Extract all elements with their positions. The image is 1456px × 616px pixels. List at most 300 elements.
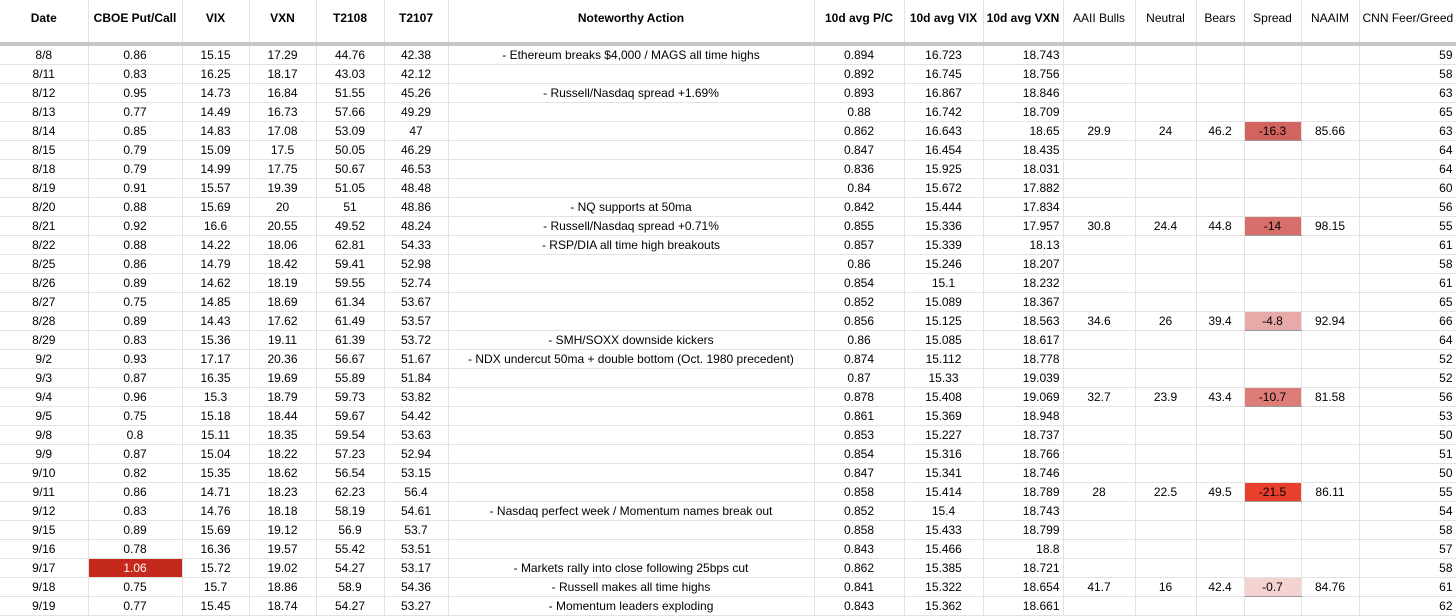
cell-vix[interactable]: 14.85 [182,293,249,312]
cell-date[interactable]: 9/4 [0,388,88,407]
cell-date[interactable]: 8/26 [0,274,88,293]
cell-vix[interactable]: 14.22 [182,236,249,255]
cell-10d-avg-vxn[interactable]: 17.834 [983,198,1063,217]
cell-vxn[interactable]: 18.06 [249,236,316,255]
cell-neutral[interactable] [1135,274,1196,293]
cell-noteworthy-action[interactable] [448,179,814,198]
cell-10d-avg-pc[interactable]: 0.847 [814,141,904,160]
cell-date[interactable]: 9/10 [0,464,88,483]
col-header-bears[interactable]: Bears [1196,0,1244,44]
cell-spread[interactable]: -16.3 [1244,122,1301,141]
cell-10d-avg-vxn[interactable]: 18.661 [983,597,1063,616]
cell-t2108[interactable]: 56.54 [316,464,384,483]
cell-noteworthy-action[interactable]: - Momentum leaders exploding [448,597,814,616]
cell-10d-avg-vxn[interactable]: 18.778 [983,350,1063,369]
cell-naaim[interactable]: 86.11 [1301,483,1359,502]
cell-t2107[interactable]: 53.17 [384,559,448,578]
cell-put-call[interactable]: 0.86 [88,483,182,502]
cell-10d-avg-vxn[interactable]: 18.846 [983,84,1063,103]
cell-put-call[interactable]: 1.06 [88,559,182,578]
cell-spread[interactable] [1244,331,1301,350]
col-header-10d-avg-vix[interactable]: 10d avg VIX [904,0,983,44]
cell-vxn[interactable]: 20.55 [249,217,316,236]
cell-put-call[interactable]: 0.89 [88,312,182,331]
cell-vxn[interactable]: 18.23 [249,483,316,502]
cell-neutral[interactable] [1135,179,1196,198]
cell-naaim[interactable] [1301,521,1359,540]
cell-neutral[interactable] [1135,236,1196,255]
cell-noteworthy-action[interactable] [448,445,814,464]
cell-spread[interactable] [1244,521,1301,540]
cell-10d-avg-vxn[interactable]: 18.617 [983,331,1063,350]
cell-10d-avg-pc[interactable]: 0.856 [814,312,904,331]
cell-t2107[interactable]: 53.51 [384,540,448,559]
cell-bears[interactable] [1196,103,1244,122]
cell-neutral[interactable] [1135,44,1196,65]
cell-vix[interactable]: 15.15 [182,44,249,65]
cell-put-call[interactable]: 0.75 [88,407,182,426]
cell-date[interactable]: 8/29 [0,331,88,350]
cell-naaim[interactable]: 81.58 [1301,388,1359,407]
cell-date[interactable]: 9/2 [0,350,88,369]
col-header-date[interactable]: Date [0,0,88,44]
cell-bears[interactable] [1196,350,1244,369]
cell-aaii-bulls[interactable] [1063,426,1135,445]
cell-vix[interactable]: 15.7 [182,578,249,597]
cell-aaii-bulls[interactable] [1063,255,1135,274]
cell-put-call[interactable]: 0.77 [88,597,182,616]
col-header-t2107[interactable]: T2107 [384,0,448,44]
cell-vxn[interactable]: 18.74 [249,597,316,616]
cell-aaii-bulls[interactable] [1063,369,1135,388]
cell-t2107[interactable]: 53.67 [384,293,448,312]
cell-noteworthy-action[interactable] [448,141,814,160]
cell-noteworthy-action[interactable]: - Nasdaq perfect week / Momentum names break out [448,502,814,521]
cell-put-call[interactable]: 0.86 [88,255,182,274]
cell-spread[interactable] [1244,445,1301,464]
cell-put-call[interactable]: 0.88 [88,236,182,255]
cell-10d-avg-vxn[interactable]: 18.654 [983,578,1063,597]
cell-noteworthy-action[interactable]: - SMH/SOXX downside kickers [448,331,814,350]
cell-t2108[interactable]: 61.39 [316,331,384,350]
cell-vxn[interactable]: 18.79 [249,388,316,407]
cell-cnn-fear-greed[interactable]: 64 [1359,141,1456,160]
cell-vix[interactable]: 14.43 [182,312,249,331]
cell-aaii-bulls[interactable] [1063,141,1135,160]
cell-10d-avg-vix[interactable]: 16.723 [904,44,983,65]
cell-10d-avg-pc[interactable]: 0.86 [814,331,904,350]
cell-t2108[interactable]: 61.49 [316,312,384,331]
cell-neutral[interactable] [1135,103,1196,122]
cell-put-call[interactable]: 0.96 [88,388,182,407]
cell-bears[interactable] [1196,84,1244,103]
cell-vix[interactable]: 15.3 [182,388,249,407]
cell-date[interactable]: 9/17 [0,559,88,578]
cell-t2108[interactable]: 49.52 [316,217,384,236]
cell-aaii-bulls[interactable] [1063,540,1135,559]
cell-naaim[interactable] [1301,540,1359,559]
cell-aaii-bulls[interactable] [1063,103,1135,122]
cell-aaii-bulls[interactable]: 28 [1063,483,1135,502]
col-header-naaim[interactable]: NAAIM [1301,0,1359,44]
cell-bears[interactable]: 44.8 [1196,217,1244,236]
cell-vix[interactable]: 14.62 [182,274,249,293]
cell-cnn-fear-greed[interactable]: 58 [1359,255,1456,274]
cell-spread[interactable]: -0.7 [1244,578,1301,597]
cell-cnn-fear-greed[interactable]: 54 [1359,502,1456,521]
cell-neutral[interactable]: 26 [1135,312,1196,331]
cell-spread[interactable] [1244,540,1301,559]
cell-10d-avg-vix[interactable]: 15.369 [904,407,983,426]
cell-t2107[interactable]: 52.98 [384,255,448,274]
cell-10d-avg-vix[interactable]: 15.408 [904,388,983,407]
cell-date[interactable]: 8/21 [0,217,88,236]
cell-t2108[interactable]: 59.55 [316,274,384,293]
cell-aaii-bulls[interactable] [1063,160,1135,179]
cell-10d-avg-vxn[interactable]: 18.8 [983,540,1063,559]
cell-10d-avg-vix[interactable]: 15.316 [904,445,983,464]
cell-10d-avg-vix[interactable]: 15.466 [904,540,983,559]
cell-aaii-bulls[interactable] [1063,502,1135,521]
cell-vix[interactable]: 15.72 [182,559,249,578]
cell-neutral[interactable]: 23.9 [1135,388,1196,407]
cell-vix[interactable]: 15.57 [182,179,249,198]
cell-neutral[interactable]: 16 [1135,578,1196,597]
cell-neutral[interactable] [1135,502,1196,521]
cell-10d-avg-pc[interactable]: 0.878 [814,388,904,407]
cell-spread[interactable] [1244,369,1301,388]
cell-t2108[interactable]: 57.23 [316,445,384,464]
cell-neutral[interactable]: 24 [1135,122,1196,141]
col-header-noteworthy-action[interactable]: Noteworthy Action [448,0,814,44]
cell-10d-avg-vix[interactable]: 15.4 [904,502,983,521]
cell-t2108[interactable]: 59.41 [316,255,384,274]
cell-date[interactable]: 9/9 [0,445,88,464]
col-header-t2108[interactable]: T2108 [316,0,384,44]
cell-t2107[interactable]: 54.36 [384,578,448,597]
cell-vxn[interactable]: 17.5 [249,141,316,160]
cell-10d-avg-pc[interactable]: 0.87 [814,369,904,388]
cell-t2107[interactable]: 51.67 [384,350,448,369]
cell-bears[interactable]: 49.5 [1196,483,1244,502]
cell-noteworthy-action[interactable] [448,483,814,502]
cell-10d-avg-vxn[interactable]: 17.957 [983,217,1063,236]
cell-spread[interactable] [1244,179,1301,198]
cell-noteworthy-action[interactable] [448,65,814,84]
cell-cnn-fear-greed[interactable]: 55 [1359,483,1456,502]
cell-vix[interactable]: 15.35 [182,464,249,483]
cell-t2107[interactable]: 53.57 [384,312,448,331]
cell-t2108[interactable]: 58.19 [316,502,384,521]
cell-vxn[interactable]: 18.62 [249,464,316,483]
cell-noteworthy-action[interactable] [448,388,814,407]
cell-cnn-fear-greed[interactable]: 61 [1359,578,1456,597]
cell-naaim[interactable] [1301,274,1359,293]
cell-t2107[interactable]: 54.61 [384,502,448,521]
cell-date[interactable]: 8/14 [0,122,88,141]
cell-put-call[interactable]: 0.89 [88,521,182,540]
cell-neutral[interactable] [1135,407,1196,426]
cell-spread[interactable] [1244,65,1301,84]
cell-10d-avg-vix[interactable]: 15.362 [904,597,983,616]
cell-10d-avg-vix[interactable]: 15.322 [904,578,983,597]
cell-vxn[interactable]: 19.02 [249,559,316,578]
cell-10d-avg-vix[interactable]: 16.454 [904,141,983,160]
cell-t2107[interactable]: 53.72 [384,331,448,350]
cell-date[interactable]: 8/25 [0,255,88,274]
cell-10d-avg-vxn[interactable]: 18.799 [983,521,1063,540]
cell-bears[interactable]: 39.4 [1196,312,1244,331]
cell-put-call[interactable]: 0.91 [88,179,182,198]
cell-cnn-fear-greed[interactable]: 61 [1359,274,1456,293]
cell-10d-avg-pc[interactable]: 0.893 [814,84,904,103]
cell-cnn-fear-greed[interactable]: 55 [1359,217,1456,236]
cell-vxn[interactable]: 18.35 [249,426,316,445]
cell-neutral[interactable] [1135,293,1196,312]
cell-noteworthy-action[interactable] [448,369,814,388]
cell-t2107[interactable]: 45.26 [384,84,448,103]
cell-10d-avg-pc[interactable]: 0.847 [814,464,904,483]
cell-date[interactable]: 9/3 [0,369,88,388]
cell-10d-avg-vix[interactable]: 15.672 [904,179,983,198]
cell-aaii-bulls[interactable]: 41.7 [1063,578,1135,597]
cell-t2107[interactable]: 42.38 [384,44,448,65]
col-header-10d-avg-pc[interactable]: 10d avg P/C [814,0,904,44]
cell-vxn[interactable]: 18.44 [249,407,316,426]
cell-naaim[interactable] [1301,198,1359,217]
cell-10d-avg-vxn[interactable]: 17.882 [983,179,1063,198]
cell-spread[interactable] [1244,236,1301,255]
cell-vix[interactable]: 15.18 [182,407,249,426]
cell-date[interactable]: 9/8 [0,426,88,445]
cell-bears[interactable] [1196,44,1244,65]
cell-aaii-bulls[interactable] [1063,464,1135,483]
cell-10d-avg-vix[interactable]: 16.643 [904,122,983,141]
cell-noteworthy-action[interactable] [448,464,814,483]
cell-bears[interactable] [1196,65,1244,84]
cell-put-call[interactable]: 0.85 [88,122,182,141]
cell-vxn[interactable]: 19.57 [249,540,316,559]
cell-cnn-fear-greed[interactable]: 50 [1359,464,1456,483]
cell-neutral[interactable]: 24.4 [1135,217,1196,236]
cell-10d-avg-vxn[interactable]: 18.031 [983,160,1063,179]
cell-10d-avg-pc[interactable]: 0.843 [814,540,904,559]
cell-t2107[interactable]: 46.29 [384,141,448,160]
cell-10d-avg-pc[interactable]: 0.84 [814,179,904,198]
cell-date[interactable]: 8/12 [0,84,88,103]
cell-naaim[interactable] [1301,141,1359,160]
cell-vxn[interactable]: 18.17 [249,65,316,84]
cell-date[interactable]: 9/19 [0,597,88,616]
cell-t2108[interactable]: 56.67 [316,350,384,369]
cell-put-call[interactable]: 0.86 [88,44,182,65]
cell-aaii-bulls[interactable] [1063,84,1135,103]
col-header-cnn-fear-greed[interactable]: CNN Feer/Greed [1359,0,1456,44]
cell-t2108[interactable]: 56.9 [316,521,384,540]
cell-naaim[interactable] [1301,255,1359,274]
cell-t2108[interactable]: 57.66 [316,103,384,122]
cell-neutral[interactable] [1135,65,1196,84]
cell-cnn-fear-greed[interactable]: 58 [1359,559,1456,578]
cell-cnn-fear-greed[interactable]: 65 [1359,293,1456,312]
cell-t2107[interactable]: 47 [384,122,448,141]
cell-t2108[interactable]: 61.34 [316,293,384,312]
cell-t2108[interactable]: 43.03 [316,65,384,84]
cell-t2107[interactable]: 46.53 [384,160,448,179]
cell-10d-avg-vix[interactable]: 15.1 [904,274,983,293]
cell-aaii-bulls[interactable] [1063,44,1135,65]
cell-noteworthy-action[interactable]: - NDX undercut 50ma + double bottom (Oct. 1980 precedent) [448,350,814,369]
cell-cnn-fear-greed[interactable]: 61 [1359,236,1456,255]
cell-10d-avg-vxn[interactable]: 18.232 [983,274,1063,293]
col-header-aaii-bulls[interactable]: AAII Bulls [1063,0,1135,44]
cell-naaim[interactable]: 98.15 [1301,217,1359,236]
cell-put-call[interactable]: 0.88 [88,198,182,217]
cell-10d-avg-vxn[interactable]: 18.737 [983,426,1063,445]
cell-10d-avg-pc[interactable]: 0.842 [814,198,904,217]
cell-10d-avg-vix[interactable]: 15.444 [904,198,983,217]
cell-put-call[interactable]: 0.75 [88,293,182,312]
cell-10d-avg-vix[interactable]: 16.745 [904,65,983,84]
cell-vxn[interactable]: 19.11 [249,331,316,350]
cell-t2107[interactable]: 56.4 [384,483,448,502]
cell-spread[interactable] [1244,597,1301,616]
cell-naaim[interactable] [1301,464,1359,483]
cell-cnn-fear-greed[interactable]: 60 [1359,179,1456,198]
cell-noteworthy-action[interactable] [448,122,814,141]
cell-neutral[interactable] [1135,141,1196,160]
cell-spread[interactable] [1244,255,1301,274]
cell-aaii-bulls[interactable] [1063,331,1135,350]
cell-put-call[interactable]: 0.87 [88,445,182,464]
cell-date[interactable]: 9/18 [0,578,88,597]
cell-cnn-fear-greed[interactable]: 58 [1359,521,1456,540]
cell-10d-avg-pc[interactable]: 0.862 [814,559,904,578]
cell-bears[interactable] [1196,293,1244,312]
cell-date[interactable]: 8/28 [0,312,88,331]
cell-10d-avg-pc[interactable]: 0.858 [814,483,904,502]
cell-naaim[interactable] [1301,160,1359,179]
cell-10d-avg-vxn[interactable]: 18.789 [983,483,1063,502]
cell-naaim[interactable] [1301,103,1359,122]
cell-naaim[interactable] [1301,44,1359,65]
cell-t2108[interactable]: 50.05 [316,141,384,160]
cell-noteworthy-action[interactable] [448,407,814,426]
cell-vix[interactable]: 16.6 [182,217,249,236]
cell-naaim[interactable] [1301,84,1359,103]
cell-naaim[interactable] [1301,445,1359,464]
cell-neutral[interactable] [1135,84,1196,103]
cell-10d-avg-pc[interactable]: 0.843 [814,597,904,616]
cell-neutral[interactable] [1135,160,1196,179]
cell-put-call[interactable]: 0.95 [88,84,182,103]
cell-naaim[interactable] [1301,65,1359,84]
col-header-vix[interactable]: VIX [182,0,249,44]
cell-10d-avg-vix[interactable]: 16.742 [904,103,983,122]
cell-cnn-fear-greed[interactable]: 52 [1359,350,1456,369]
cell-bears[interactable] [1196,179,1244,198]
cell-date[interactable]: 9/5 [0,407,88,426]
cell-aaii-bulls[interactable] [1063,350,1135,369]
cell-neutral[interactable] [1135,198,1196,217]
cell-cnn-fear-greed[interactable]: 63 [1359,84,1456,103]
cell-10d-avg-pc[interactable]: 0.855 [814,217,904,236]
cell-spread[interactable] [1244,103,1301,122]
cell-vxn[interactable]: 16.84 [249,84,316,103]
cell-10d-avg-vix[interactable]: 15.246 [904,255,983,274]
cell-10d-avg-vxn[interactable]: 18.756 [983,65,1063,84]
cell-spread[interactable] [1244,198,1301,217]
cell-cnn-fear-greed[interactable]: 56 [1359,198,1456,217]
cell-t2108[interactable]: 59.67 [316,407,384,426]
cell-put-call[interactable]: 0.8 [88,426,182,445]
cell-10d-avg-pc[interactable]: 0.853 [814,426,904,445]
cell-t2107[interactable]: 53.7 [384,521,448,540]
cell-cnn-fear-greed[interactable]: 56 [1359,388,1456,407]
cell-spread[interactable] [1244,160,1301,179]
cell-10d-avg-vix[interactable]: 15.085 [904,331,983,350]
cell-bears[interactable] [1196,597,1244,616]
cell-date[interactable]: 9/16 [0,540,88,559]
cell-10d-avg-pc[interactable]: 0.861 [814,407,904,426]
cell-noteworthy-action[interactable]: - NQ supports at 50ma [448,198,814,217]
cell-10d-avg-pc[interactable]: 0.841 [814,578,904,597]
cell-t2107[interactable]: 49.29 [384,103,448,122]
cell-vxn[interactable]: 18.69 [249,293,316,312]
cell-cnn-fear-greed[interactable]: 64 [1359,160,1456,179]
cell-put-call[interactable]: 0.83 [88,331,182,350]
cell-10d-avg-vix[interactable]: 15.125 [904,312,983,331]
cell-vix[interactable]: 15.45 [182,597,249,616]
cell-bears[interactable] [1196,559,1244,578]
cell-vxn[interactable]: 17.75 [249,160,316,179]
cell-bears[interactable] [1196,255,1244,274]
cell-aaii-bulls[interactable] [1063,274,1135,293]
cell-bears[interactable] [1196,236,1244,255]
cell-t2107[interactable]: 52.94 [384,445,448,464]
cell-10d-avg-pc[interactable]: 0.852 [814,293,904,312]
cell-noteworthy-action[interactable] [448,103,814,122]
cell-noteworthy-action[interactable]: - Russell makes all time highs [448,578,814,597]
cell-vix[interactable]: 15.09 [182,141,249,160]
cell-10d-avg-pc[interactable]: 0.862 [814,122,904,141]
cell-10d-avg-pc[interactable]: 0.854 [814,274,904,293]
cell-bears[interactable] [1196,464,1244,483]
cell-date[interactable]: 8/22 [0,236,88,255]
cell-vxn[interactable]: 20 [249,198,316,217]
cell-naaim[interactable] [1301,179,1359,198]
cell-spread[interactable] [1244,350,1301,369]
cell-neutral[interactable] [1135,426,1196,445]
cell-10d-avg-pc[interactable]: 0.86 [814,255,904,274]
cell-t2108[interactable]: 55.89 [316,369,384,388]
cell-t2108[interactable]: 51.55 [316,84,384,103]
cell-10d-avg-vix[interactable]: 15.341 [904,464,983,483]
cell-vix[interactable]: 15.36 [182,331,249,350]
cell-put-call[interactable]: 0.82 [88,464,182,483]
cell-vxn[interactable]: 18.86 [249,578,316,597]
cell-vix[interactable]: 16.35 [182,369,249,388]
cell-put-call[interactable]: 0.79 [88,160,182,179]
cell-bears[interactable] [1196,141,1244,160]
cell-date[interactable]: 9/11 [0,483,88,502]
cell-spread[interactable] [1244,407,1301,426]
cell-aaii-bulls[interactable] [1063,597,1135,616]
cell-naaim[interactable] [1301,502,1359,521]
cell-put-call[interactable]: 0.87 [88,369,182,388]
col-header-10d-avg-vxn[interactable]: 10d avg VXN [983,0,1063,44]
cell-bears[interactable] [1196,502,1244,521]
